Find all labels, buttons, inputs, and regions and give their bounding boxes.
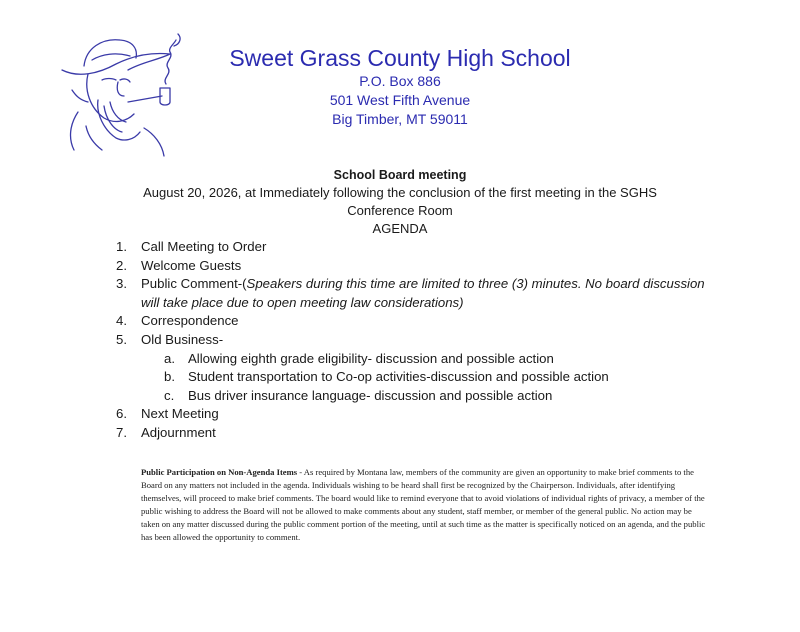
meeting-location: Conference Room xyxy=(347,203,453,218)
agenda-item xyxy=(116,275,716,312)
agenda-item xyxy=(116,424,716,443)
po-box: P.O. Box 886 xyxy=(359,73,441,89)
meeting-date-line: August 20, 2026, at Immediately following the conclusion of the first meeting in the SGHS xyxy=(143,185,657,200)
agenda-item xyxy=(116,312,716,331)
sub-item xyxy=(164,368,716,387)
agenda-item-text: Old Business- xyxy=(141,331,224,347)
public-participation-notice xyxy=(141,466,711,545)
agenda-item-number: 2. xyxy=(116,257,127,273)
agenda-item xyxy=(116,238,716,257)
agenda-item-number: 7. xyxy=(116,424,127,440)
sub-item-text: Bus driver insurance language- discussion and possible action xyxy=(188,387,553,403)
public-comment-rules: Speakers during this time are limited to three (3) minutes. No board discussion will take place due to open meeting law considerations) xyxy=(141,276,705,310)
sub-item xyxy=(164,387,716,406)
agenda-list xyxy=(116,238,716,443)
agenda-item xyxy=(116,331,716,405)
agenda-item-number: 3. xyxy=(116,276,127,292)
meeting-title: School Board meeting xyxy=(333,168,467,182)
agenda-item-text: Welcome Guests xyxy=(141,257,242,273)
letterhead xyxy=(200,44,600,129)
agenda-item-public-comment xyxy=(141,275,716,312)
school-mascot-logo xyxy=(58,30,198,158)
agenda-item xyxy=(116,257,716,276)
agenda-item-number: 4. xyxy=(116,313,127,329)
agenda-item-text: Next Meeting xyxy=(141,406,219,422)
school-name: Sweet Grass County High School xyxy=(229,45,571,71)
notice-body: - As required by Montana law, members of the community are given an opportunity to make brief comments to the Board on any matters not included in the agenda. Individuals wishing to be heard shall first be recognized by the Chairperson. Individuals, after identifying themselves, will proceed to make brief comments. The board would like to remind everyone that to avoid violations of individual rights of privacy, a member of the public wishing to address the Board will not be allowed to make comments about any student, staff member, or member of the general public. No action may be taken on any matter discussed during the public comment portion of the meeting, until at such time as the matter is specifically noticed on an agenda, and the public has been allowed the opportunity to comment. xyxy=(141,467,706,543)
meeting-header xyxy=(100,166,700,238)
agenda-item-text: Adjournment xyxy=(141,424,216,440)
agenda-item-text: Correspondence xyxy=(141,313,239,329)
notice-lead: Public Participation on Non-Agenda Items xyxy=(141,467,298,477)
street-address: 501 West Fifth Avenue xyxy=(329,92,471,108)
agenda-label: AGENDA xyxy=(372,221,428,236)
agenda-item-number: 5. xyxy=(116,331,127,347)
agenda-item xyxy=(116,405,716,424)
sub-item-letter: c. xyxy=(164,387,175,403)
sub-item xyxy=(164,350,716,369)
city-state-zip: Big Timber, MT 59011 xyxy=(332,111,468,127)
sub-item-text: Allowing eighth grade eligibility- discussion and possible action xyxy=(188,350,554,366)
sub-item-text: Student transportation to Co-op activities-discussion and possible action xyxy=(188,369,609,385)
agenda-item-number: 1. xyxy=(116,239,127,254)
old-business-sublist xyxy=(116,350,716,406)
agenda-item-number: 6. xyxy=(116,406,127,422)
sub-item-letter: a. xyxy=(164,350,175,366)
agenda-item-text: Public Comment-( xyxy=(141,276,247,292)
sub-item-letter: b. xyxy=(164,369,175,385)
agenda-item-text: Call Meeting to Order xyxy=(141,239,267,254)
